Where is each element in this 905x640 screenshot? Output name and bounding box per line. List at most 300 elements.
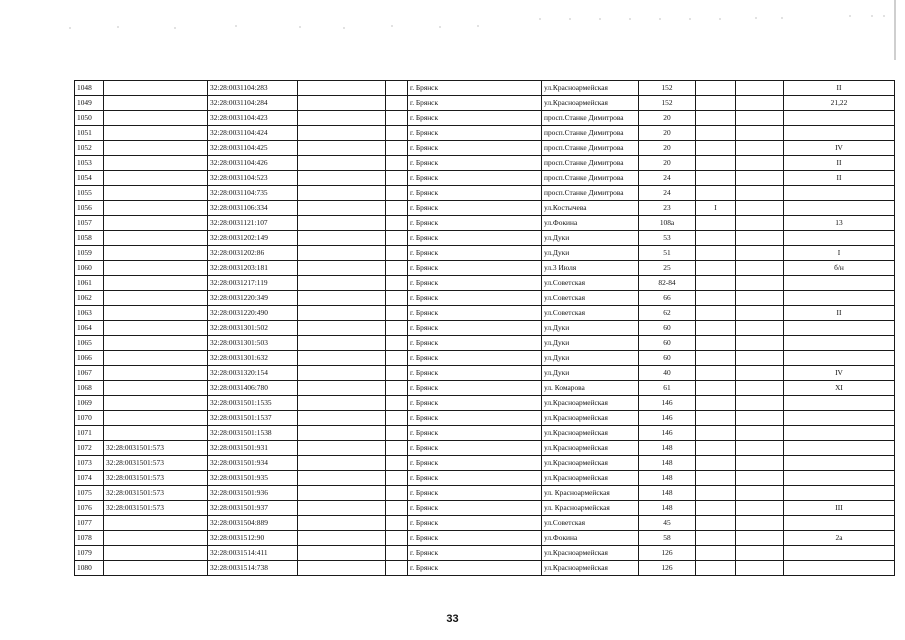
street-cell: ул. Красноармейская (542, 486, 639, 501)
city-cell: г. Брянск (408, 186, 542, 201)
street-cell: просп.Станке Димитрова (542, 171, 639, 186)
empty-cell (386, 531, 408, 546)
empty-cell (298, 516, 386, 531)
table-row (75, 411, 895, 426)
table-row (75, 276, 895, 291)
street-cell: ул. Комарова (542, 381, 639, 396)
street-cell: ул.Фокина (542, 531, 639, 546)
table-row (75, 96, 895, 111)
house-number-cell: 108а (639, 216, 696, 231)
building-cell (696, 186, 736, 201)
apartment-cell (784, 201, 895, 216)
old-cadastral-cell (104, 381, 208, 396)
empty-cell (386, 561, 408, 576)
table-row (75, 336, 895, 351)
table-row (75, 231, 895, 246)
house-number-cell: 146 (639, 411, 696, 426)
empty-cell (298, 141, 386, 156)
empty-cell (736, 426, 784, 441)
empty-cell (736, 306, 784, 321)
old-cadastral-cell (104, 186, 208, 201)
row-number-cell: 1053 (75, 156, 104, 171)
apartment-cell: IV (784, 141, 895, 156)
empty-cell (298, 261, 386, 276)
street-cell: просп.Станке Димитрова (542, 126, 639, 141)
city-cell: г. Брянск (408, 321, 542, 336)
building-cell (696, 246, 736, 261)
row-number-cell: 1063 (75, 306, 104, 321)
row-number-cell: 1061 (75, 276, 104, 291)
row-number-cell: 1050 (75, 111, 104, 126)
old-cadastral-cell (104, 171, 208, 186)
empty-cell (298, 276, 386, 291)
building-cell (696, 351, 736, 366)
empty-cell (386, 336, 408, 351)
old-cadastral-cell (104, 276, 208, 291)
cadastral-number-cell: 32:28:0031301:502 (208, 321, 298, 336)
old-cadastral-cell (104, 261, 208, 276)
house-number-cell: 146 (639, 426, 696, 441)
empty-cell (298, 336, 386, 351)
building-cell (696, 471, 736, 486)
registry-table (74, 80, 895, 576)
empty-cell (736, 486, 784, 501)
house-number-cell: 148 (639, 486, 696, 501)
empty-cell (736, 171, 784, 186)
empty-cell (736, 216, 784, 231)
old-cadastral-cell (104, 156, 208, 171)
old-cadastral-cell: 32:28:0031501:573 (104, 471, 208, 486)
apartment-cell: б/н (784, 261, 895, 276)
city-cell: г. Брянск (408, 246, 542, 261)
house-number-cell: 24 (639, 186, 696, 201)
row-number-cell: 1058 (75, 231, 104, 246)
old-cadastral-cell (104, 126, 208, 141)
empty-cell (298, 171, 386, 186)
house-number-cell: 20 (639, 126, 696, 141)
apartment-cell: III (784, 501, 895, 516)
apartment-cell (784, 126, 895, 141)
empty-cell (386, 156, 408, 171)
cadastral-number-cell: 32:28:0031202:86 (208, 246, 298, 261)
row-number-cell: 1075 (75, 486, 104, 501)
city-cell: г. Брянск (408, 426, 542, 441)
building-cell (696, 396, 736, 411)
street-cell: ул.Советская (542, 291, 639, 306)
building-cell (696, 516, 736, 531)
empty-cell (298, 366, 386, 381)
apartment-cell (784, 336, 895, 351)
building-cell (696, 141, 736, 156)
cadastral-number-cell: 32:28:0031512:90 (208, 531, 298, 546)
house-number-cell: 40 (639, 366, 696, 381)
cadastral-number-cell: 32:28:0031501:934 (208, 456, 298, 471)
building-cell (696, 126, 736, 141)
empty-cell (298, 426, 386, 441)
house-number-cell: 60 (639, 351, 696, 366)
building-cell (696, 81, 736, 96)
page-number: 33 (446, 613, 459, 625)
house-number-cell: 66 (639, 291, 696, 306)
street-cell: ул.Красноармейская (542, 396, 639, 411)
city-cell: г. Брянск (408, 261, 542, 276)
empty-cell (386, 276, 408, 291)
empty-cell (298, 186, 386, 201)
apartment-cell: II (784, 81, 895, 96)
street-cell: ул.Красноармейская (542, 456, 639, 471)
table-row (75, 471, 895, 486)
table-row (75, 156, 895, 171)
cadastral-number-cell: 32:28:0031104:523 (208, 171, 298, 186)
house-number-cell: 51 (639, 246, 696, 261)
empty-cell (386, 261, 408, 276)
cadastral-number-cell: 32:28:0031203:181 (208, 261, 298, 276)
street-cell: просп.Станке Димитрова (542, 111, 639, 126)
house-number-cell: 62 (639, 306, 696, 321)
row-number-cell: 1048 (75, 81, 104, 96)
empty-cell (736, 201, 784, 216)
building-cell (696, 156, 736, 171)
cadastral-number-cell: 32:28:0031320:154 (208, 366, 298, 381)
street-cell: ул.Красноармейская (542, 546, 639, 561)
table-row (75, 291, 895, 306)
house-number-cell: 20 (639, 141, 696, 156)
street-cell: ул.3 Июля (542, 261, 639, 276)
cadastral-number-cell: 32:28:0031104:425 (208, 141, 298, 156)
apartment-cell: 13 (784, 216, 895, 231)
empty-cell (386, 501, 408, 516)
building-cell (696, 276, 736, 291)
city-cell: г. Брянск (408, 336, 542, 351)
empty-cell (298, 351, 386, 366)
empty-cell (386, 186, 408, 201)
house-number-cell: 24 (639, 171, 696, 186)
empty-cell (736, 81, 784, 96)
empty-cell (736, 231, 784, 246)
apartment-cell (784, 486, 895, 501)
empty-cell (736, 546, 784, 561)
building-cell (696, 441, 736, 456)
cadastral-number-cell: 32:28:0031104:423 (208, 111, 298, 126)
house-number-cell: 152 (639, 96, 696, 111)
empty-cell (298, 216, 386, 231)
empty-cell (386, 441, 408, 456)
building-cell (696, 306, 736, 321)
empty-cell (386, 471, 408, 486)
empty-cell (298, 156, 386, 171)
street-cell: ул.Советская (542, 516, 639, 531)
table-row (75, 201, 895, 216)
city-cell: г. Брянск (408, 501, 542, 516)
cadastral-number-cell: 32:28:0031501:1538 (208, 426, 298, 441)
house-number-cell: 60 (639, 336, 696, 351)
city-cell: г. Брянск (408, 171, 542, 186)
row-number-cell: 1079 (75, 546, 104, 561)
empty-cell (736, 141, 784, 156)
cadastral-number-cell: 32:28:0031501:936 (208, 486, 298, 501)
empty-cell (736, 501, 784, 516)
apartment-cell: I (784, 246, 895, 261)
empty-cell (386, 141, 408, 156)
empty-cell (298, 396, 386, 411)
empty-cell (386, 126, 408, 141)
city-cell: г. Брянск (408, 531, 542, 546)
empty-cell (736, 516, 784, 531)
old-cadastral-cell (104, 426, 208, 441)
empty-cell (736, 156, 784, 171)
empty-cell (298, 81, 386, 96)
cadastral-number-cell: 32:28:0031106:334 (208, 201, 298, 216)
apartment-cell (784, 516, 895, 531)
table-row (75, 516, 895, 531)
empty-cell (298, 96, 386, 111)
table-row (75, 486, 895, 501)
city-cell: г. Брянск (408, 96, 542, 111)
table-row (75, 186, 895, 201)
empty-cell (736, 366, 784, 381)
apartment-cell (784, 456, 895, 471)
city-cell: г. Брянск (408, 201, 542, 216)
street-cell: ул.Советская (542, 306, 639, 321)
empty-cell (736, 246, 784, 261)
building-cell (696, 291, 736, 306)
city-cell: г. Брянск (408, 381, 542, 396)
old-cadastral-cell (104, 201, 208, 216)
empty-cell (386, 426, 408, 441)
table-row (75, 261, 895, 276)
table-row (75, 171, 895, 186)
empty-cell (386, 306, 408, 321)
empty-cell (386, 246, 408, 261)
table-row (75, 456, 895, 471)
empty-cell (736, 291, 784, 306)
old-cadastral-cell (104, 291, 208, 306)
old-cadastral-cell (104, 336, 208, 351)
empty-cell (386, 381, 408, 396)
empty-cell (298, 246, 386, 261)
street-cell: ул.Красноармейская (542, 411, 639, 426)
street-cell: ул.Дуки (542, 336, 639, 351)
building-cell (696, 366, 736, 381)
building-cell (696, 111, 736, 126)
table-row (75, 441, 895, 456)
empty-cell (736, 381, 784, 396)
house-number-cell: 126 (639, 561, 696, 576)
old-cadastral-cell (104, 531, 208, 546)
street-cell: просп.Станке Димитрова (542, 141, 639, 156)
city-cell: г. Брянск (408, 441, 542, 456)
empty-cell (298, 126, 386, 141)
empty-cell (736, 261, 784, 276)
scan-artifact-dots (0, 10, 905, 40)
city-cell: г. Брянск (408, 126, 542, 141)
house-number-cell: 60 (639, 321, 696, 336)
city-cell: г. Брянск (408, 516, 542, 531)
street-cell: ул.Дуки (542, 351, 639, 366)
city-cell: г. Брянск (408, 546, 542, 561)
house-number-cell: 152 (639, 81, 696, 96)
apartment-cell (784, 291, 895, 306)
building-cell: I (696, 201, 736, 216)
empty-cell (736, 531, 784, 546)
row-number-cell: 1052 (75, 141, 104, 156)
apartment-cell (784, 396, 895, 411)
empty-cell (386, 321, 408, 336)
empty-cell (298, 561, 386, 576)
table-row (75, 546, 895, 561)
row-number-cell: 1057 (75, 216, 104, 231)
table-row (75, 216, 895, 231)
building-cell (696, 336, 736, 351)
row-number-cell: 1072 (75, 441, 104, 456)
empty-cell (386, 486, 408, 501)
empty-cell (386, 456, 408, 471)
apartment-cell (784, 561, 895, 576)
house-number-cell: 58 (639, 531, 696, 546)
table-row (75, 396, 895, 411)
cadastral-number-cell: 32:28:0031220:490 (208, 306, 298, 321)
cadastral-number-cell: 32:28:0031501:937 (208, 501, 298, 516)
building-cell (696, 381, 736, 396)
cadastral-number-cell: 32:28:0031104:735 (208, 186, 298, 201)
cadastral-number-cell: 32:28:0031501:1537 (208, 411, 298, 426)
city-cell: г. Брянск (408, 351, 542, 366)
old-cadastral-cell (104, 306, 208, 321)
empty-cell (736, 471, 784, 486)
empty-cell (298, 411, 386, 426)
empty-cell (386, 291, 408, 306)
empty-cell (736, 456, 784, 471)
cadastral-number-cell: 32:28:0031514:411 (208, 546, 298, 561)
house-number-cell: 61 (639, 381, 696, 396)
row-number-cell: 1073 (75, 456, 104, 471)
city-cell: г. Брянск (408, 111, 542, 126)
city-cell: г. Брянск (408, 366, 542, 381)
building-cell (696, 411, 736, 426)
table-row (75, 351, 895, 366)
table-row (75, 366, 895, 381)
building-cell (696, 531, 736, 546)
row-number-cell: 1054 (75, 171, 104, 186)
apartment-cell: 21,22 (784, 96, 895, 111)
empty-cell (298, 291, 386, 306)
empty-cell (736, 561, 784, 576)
empty-cell (386, 516, 408, 531)
apartment-cell (784, 351, 895, 366)
row-number-cell: 1059 (75, 246, 104, 261)
apartment-cell (784, 426, 895, 441)
cadastral-number-cell: 32:28:0031501:935 (208, 471, 298, 486)
house-number-cell: 126 (639, 546, 696, 561)
cadastral-number-cell: 32:28:0031514:738 (208, 561, 298, 576)
old-cadastral-cell (104, 396, 208, 411)
old-cadastral-cell (104, 246, 208, 261)
house-number-cell: 148 (639, 456, 696, 471)
cadastral-number-cell: 32:28:0031501:931 (208, 441, 298, 456)
building-cell (696, 546, 736, 561)
empty-cell (298, 531, 386, 546)
house-number-cell: 53 (639, 231, 696, 246)
building-cell (696, 486, 736, 501)
street-cell: ул.Костычева (542, 201, 639, 216)
table-row (75, 321, 895, 336)
empty-cell (386, 396, 408, 411)
apartment-cell (784, 471, 895, 486)
city-cell: г. Брянск (408, 141, 542, 156)
row-number-cell: 1062 (75, 291, 104, 306)
old-cadastral-cell (104, 321, 208, 336)
row-number-cell: 1068 (75, 381, 104, 396)
street-cell: ул.Красноармейская (542, 441, 639, 456)
row-number-cell: 1078 (75, 531, 104, 546)
street-cell: ул.Красноармейская (542, 81, 639, 96)
house-number-cell: 148 (639, 441, 696, 456)
empty-cell (736, 441, 784, 456)
cadastral-number-cell: 32:28:0031301:503 (208, 336, 298, 351)
old-cadastral-cell: 32:28:0031501:573 (104, 456, 208, 471)
apartment-cell: II (784, 171, 895, 186)
city-cell: г. Брянск (408, 471, 542, 486)
table-row (75, 381, 895, 396)
empty-cell (386, 411, 408, 426)
apartment-cell: 2а (784, 531, 895, 546)
row-number-cell: 1076 (75, 501, 104, 516)
cadastral-number-cell: 32:28:0031217:119 (208, 276, 298, 291)
cadastral-number-cell: 32:28:0031220:349 (208, 291, 298, 306)
city-cell: г. Брянск (408, 561, 542, 576)
old-cadastral-cell (104, 141, 208, 156)
house-number-cell: 148 (639, 471, 696, 486)
house-number-cell: 23 (639, 201, 696, 216)
old-cadastral-cell (104, 516, 208, 531)
apartment-cell: II (784, 306, 895, 321)
empty-cell (298, 501, 386, 516)
empty-cell (298, 111, 386, 126)
house-number-cell: 146 (639, 396, 696, 411)
city-cell: г. Брянск (408, 231, 542, 246)
cadastral-number-cell: 32:28:0031104:284 (208, 96, 298, 111)
row-number-cell: 1071 (75, 426, 104, 441)
street-cell: ул.Советская (542, 276, 639, 291)
row-number-cell: 1049 (75, 96, 104, 111)
cadastral-number-cell: 32:28:0031121:107 (208, 216, 298, 231)
apartment-cell: XI (784, 381, 895, 396)
empty-cell (386, 171, 408, 186)
building-cell (696, 171, 736, 186)
street-cell: ул. Красноармейская (542, 501, 639, 516)
empty-cell (386, 216, 408, 231)
house-number-cell: 20 (639, 156, 696, 171)
building-cell (696, 426, 736, 441)
old-cadastral-cell (104, 366, 208, 381)
row-number-cell: 1060 (75, 261, 104, 276)
empty-cell (298, 306, 386, 321)
city-cell: г. Брянск (408, 396, 542, 411)
old-cadastral-cell (104, 351, 208, 366)
building-cell (696, 321, 736, 336)
city-cell: г. Брянск (408, 306, 542, 321)
cadastral-number-cell: 32:28:0031406:780 (208, 381, 298, 396)
empty-cell (386, 111, 408, 126)
table-row (75, 501, 895, 516)
building-cell (696, 231, 736, 246)
street-cell: ул.Красноармейская (542, 426, 639, 441)
empty-cell (386, 81, 408, 96)
empty-cell (298, 486, 386, 501)
old-cadastral-cell (104, 216, 208, 231)
old-cadastral-cell (104, 96, 208, 111)
apartment-cell (784, 111, 895, 126)
